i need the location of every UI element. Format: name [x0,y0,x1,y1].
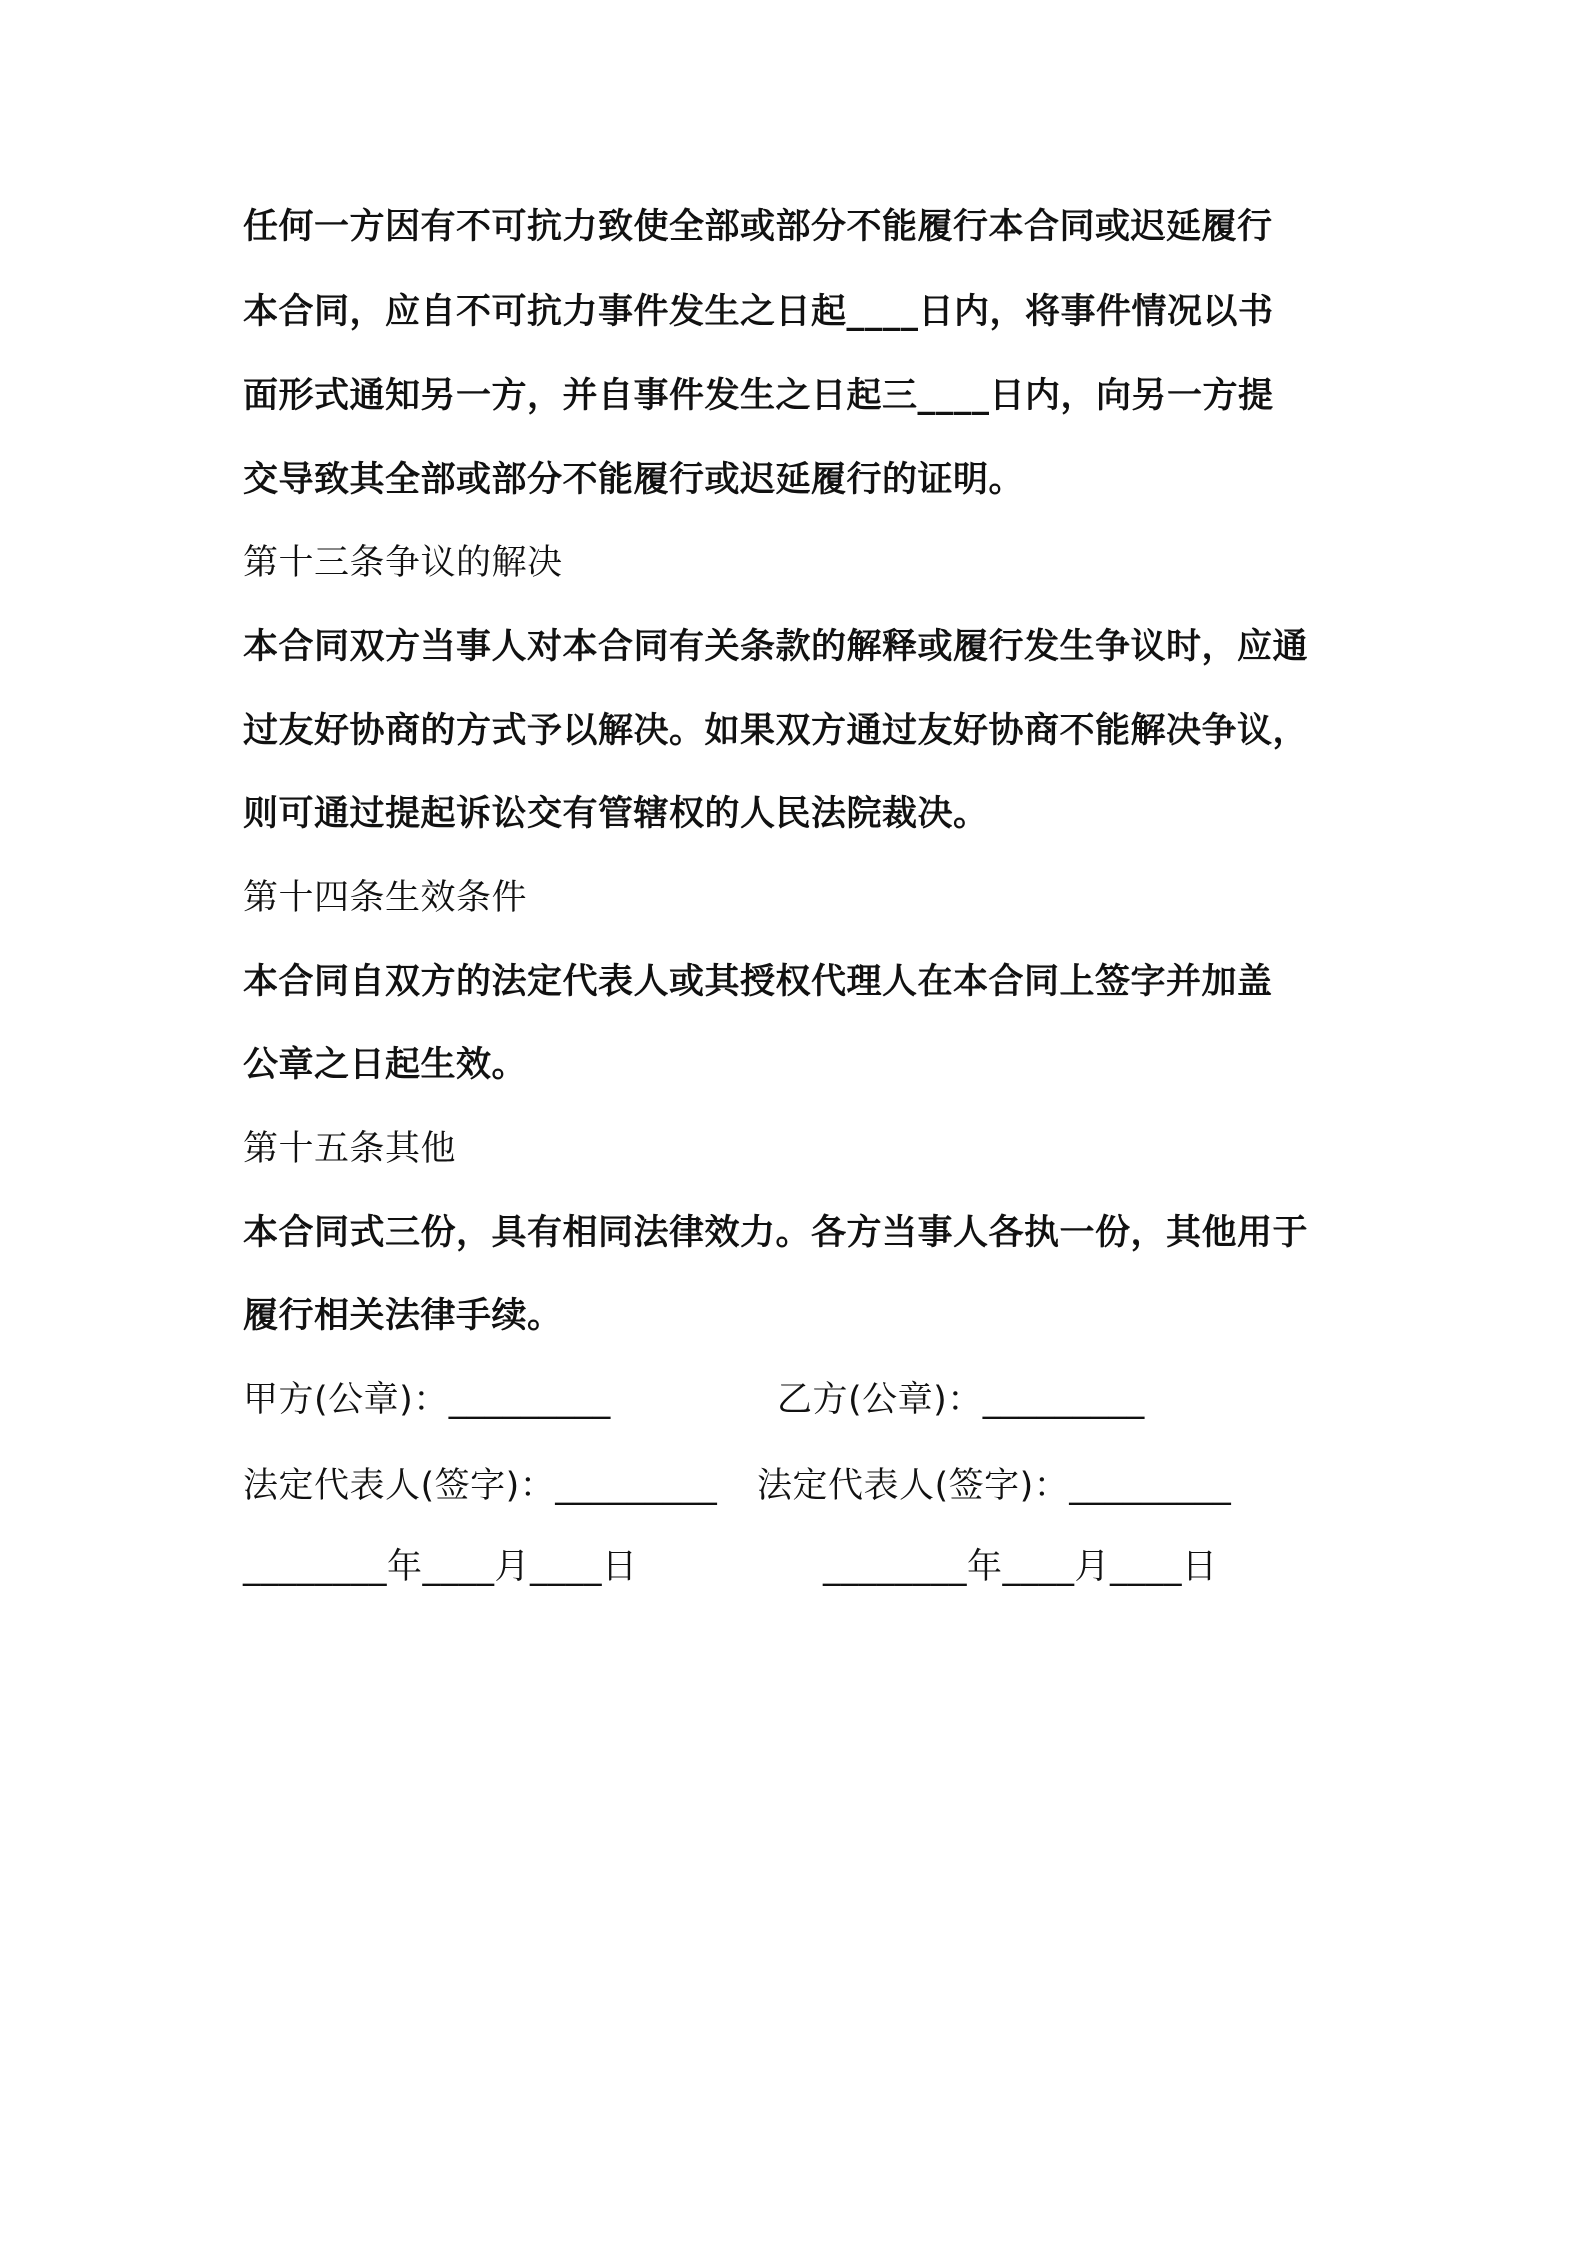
paragraph-line: 本合同，应自不可抗力事件发生之日起____日内，将事件情况以书 [243,292,1274,332]
paragraph-line: 则可通过提起诉讼交有管辖权的人民法院裁决。 [243,794,989,834]
paragraph-line: 履行相关法律手续。 [243,1296,563,1336]
paragraph-line: 任何一方因有不可抗力致使全部或部分不能履行本合同或迟延履行 [243,207,1273,247]
paragraph-line: 本合同双方当事人对本合同有关条款的解释或履行发生争议时，应通 [243,627,1309,667]
clause-heading: 第十四条生效条件 [243,878,528,918]
party-a-representative-line: 法定代表人(签字)：_________ [243,1466,718,1506]
paragraph-line: 过友好协商的方式予以解决。如果双方通过友好协商不能解决争议， [243,711,1309,751]
party-a-seal-line: 甲方(公章)：_________ [243,1380,611,1420]
paragraph-line: 本合同自双方的法定代表人或其授权代理人在本合同上签字并加盖 [243,962,1273,1002]
paragraph-line: 公章之日起生效。 [243,1045,528,1085]
clause-heading: 第十五条其他 [243,1129,457,1169]
party-a-date-line: ________年____月____日 [243,1547,638,1587]
paragraph-line: 面形式通知另一方，并自事件发生之日起三____日内，向另一方提 [243,376,1274,416]
party-b-representative-line: 法定代表人(签字)：_________ [757,1466,1232,1506]
clause-heading: 第十三条争议的解决 [243,543,563,583]
paragraph-line: 本合同式三份，具有相同法律效力。各方当事人各执一份，其他用于 [243,1213,1309,1253]
party-b-seal-line: 乙方(公章)：_________ [777,1380,1145,1420]
paragraph-line: 交导致其全部或部分不能履行或迟延履行的证明。 [243,460,1025,500]
party-b-date-line: ________年____月____日 [823,1547,1218,1587]
